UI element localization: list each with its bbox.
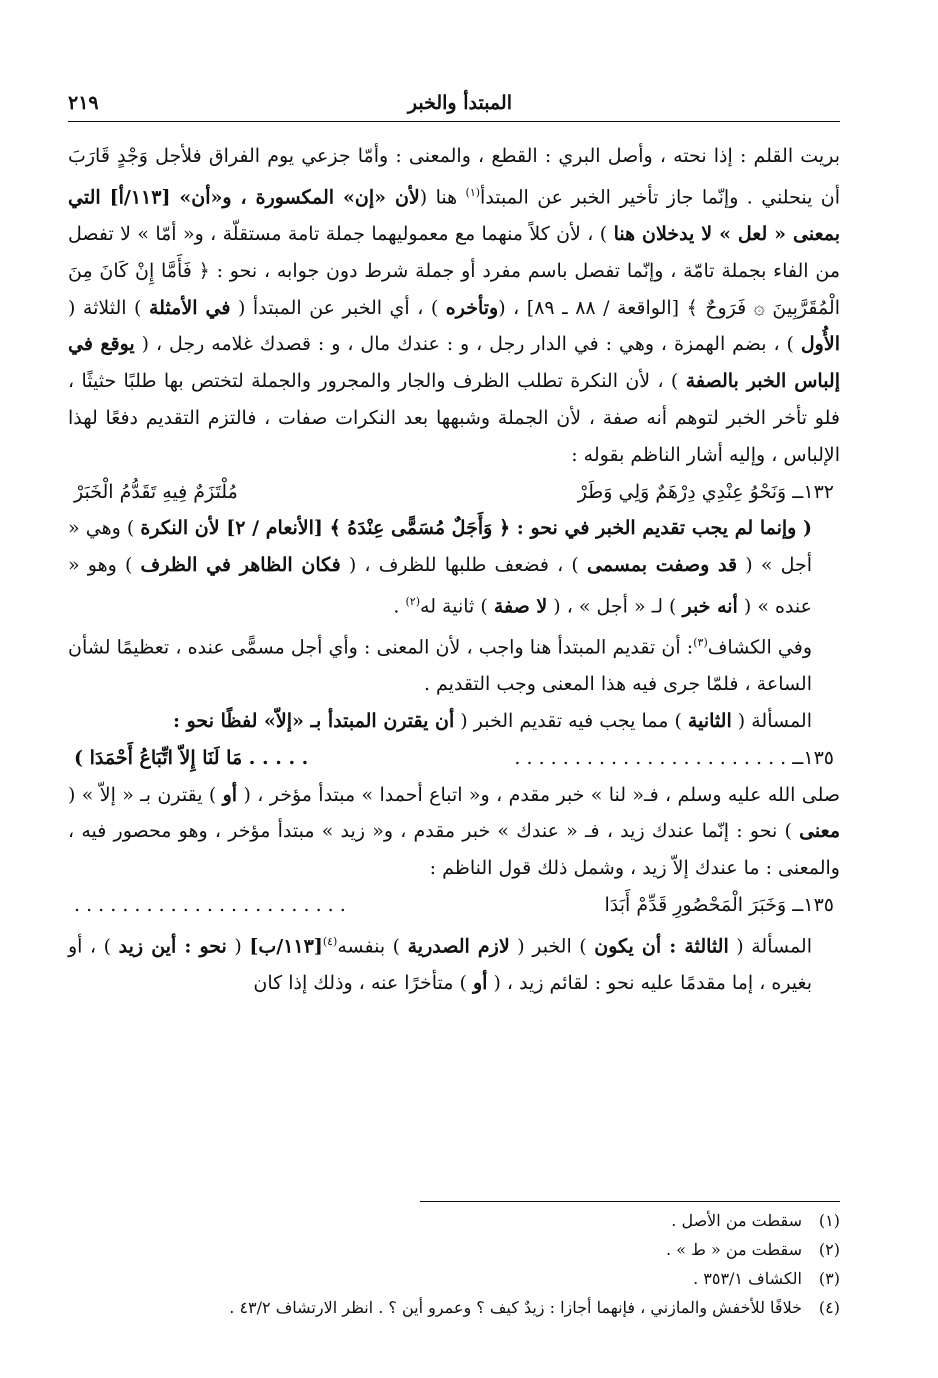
verse-hemistich-left: مُلْتَزَمٌ فِيهِ تَقَدُّمُ الْخَبَرْ (74, 480, 238, 503)
text-run: ) الخبر ( (509, 935, 595, 958)
matn-text: الثانية (687, 709, 732, 732)
matn-text: [١١٣/أ] التي بمعنى « لعل » لا يدخلان هنا (68, 186, 841, 245)
verse-hemistich-right: ١٣٥ــ . . . . . . . . . . . . . . . . . . . . . . . (514, 746, 834, 769)
text-run: ) يقترن بـ « إلاّ » ( (68, 783, 223, 806)
text-run: وفي الكشاف (707, 636, 812, 659)
footnotes (68, 1206, 840, 1322)
page-number: ٢١٩ (68, 92, 99, 114)
text-run: ) ، لأن كلاً منهما مع معموليهما جملة تامة مستقلّة ، و« أمّا » لا تفصل من الفاء بجملة تامّة ، وإنّما تفصل باسم مفرد أو جملة شرط دون جوابه ، نحو : ﴿ فَأَمَّا إِنْ كَانَ مِنَ الْمُقَرَّبِينَ ۞ فَرَوحٌ ﴾ [الواقعة / ٨٨ ـ ٨٩] ، ( (68, 222, 841, 319)
matn-text: الثالثة : أن يكون (594, 935, 729, 958)
verse-hemistich-left: . . . . . مَا لَنَا إِلاّ اتِّبَاعُ أَحْمَدَا ) (74, 746, 309, 769)
footnote-ref: (٣) (693, 636, 708, 650)
verse-132 (68, 474, 840, 511)
footnote-number: (١) (818, 1211, 840, 1230)
footnote-item (68, 1293, 840, 1322)
paragraph-1 (68, 138, 840, 474)
text-run: ) ، فضعف طلبها للظرف ، ( (340, 554, 587, 577)
matn-text: يوقع في إلباس الخبر بالصفة (68, 333, 840, 393)
text-run: ) بنفسه (337, 935, 408, 958)
verse-135a (68, 740, 840, 777)
text-run: : أن تقديم المبتدأ هنا واجب ، لأن المعنى : وأي أجل مسمًّى عنده ، تعظيمًا لشأن الساعة ، فلمّا جرى فيه هذا المعنى وجب التقديم . (68, 636, 812, 696)
matn-text: وتأخره (445, 296, 499, 319)
text-run: بريت القلم : إذا نحته ، وأصل البري : القطع ، والمعنى : وأمّا جزعي يوم الفراق فلأجل وَجْدٍ قَارَبَ أن ينحلني . وإنّما جاز تأخير الخبر عن المبتدأ (68, 145, 840, 209)
matn-text: أنه خبر (682, 595, 738, 618)
running-header (68, 86, 840, 120)
matn-text: أو (472, 971, 488, 994)
text-run: ) الثلاثة ( (68, 296, 149, 319)
verse-135b (68, 887, 840, 924)
footnote-item (68, 1206, 840, 1235)
text-run: صلى الله عليه وسلم ، فـ« لنا » خبر مقدم ، و« اتباع أحمدا » مبتدأ مؤخر ، ( (237, 783, 841, 806)
footnote-number: (٢) (818, 1240, 840, 1259)
text-run: ( (226, 935, 250, 958)
text-run: . (393, 595, 406, 618)
paragraph-4 (68, 703, 840, 740)
text-run: ) وهي « أجل » ( (68, 517, 813, 577)
verse-hemistich-right: ١٣٥ــ وَخَبَرَ الْمَحْصُورِ قَدِّمْ أَبَدَا (604, 893, 834, 916)
footnote-number: (٣) (818, 1269, 840, 1288)
text-run: ) مما يجب فيه تقديم الخبر ( (454, 709, 688, 732)
footnote-item (68, 1235, 840, 1264)
footnote-ref: (٢) (405, 594, 421, 608)
matn-text: الأُول (800, 333, 840, 356)
text-run: ) وهو « عنده » ( (68, 554, 812, 618)
main-text (68, 138, 840, 1002)
manuscript-folio: [١١٣/ب] (249, 935, 323, 958)
paragraph-6 (68, 924, 840, 1002)
text-run: المسألة ( (731, 709, 812, 732)
matn-text: فكان الظاهر في الظرف (140, 554, 341, 577)
footnote-ref: (٤) (322, 934, 338, 948)
text-run: المسألة ( (728, 935, 813, 958)
matn-text: لازم الصدرية (407, 935, 510, 958)
matn-text: نحو : أين زيد (118, 935, 227, 958)
text-run: ) متأخرًا عنه ، وذلك إذا كان (253, 971, 473, 994)
paragraph-3 (68, 625, 840, 703)
text-run: ) ، أي الخبر عن المبتدأ ( (230, 296, 446, 319)
text-run: ) ، بضم الهمزة ، وهي : في الدار رجل ، و : عندك مال ، و : قصدك غلامه رجل ، ( (134, 333, 801, 356)
footnote-ref: (١) (465, 185, 481, 199)
matn-text: أن يقترن المبتدأ بـ «إلاّ» لفظًا نحو : (172, 709, 455, 732)
text-run: ) نحو : إنّما عندك زيد ، فـ « عندك » خبر مقدم ، و« زيد » مبتدأ مؤخر ، وهو محصور فيه ، والمعنى : ما عندك إلاّ زيد ، وشمل ذلك قول الناظم : (68, 820, 840, 880)
footnote-number: (٤) (818, 1298, 840, 1317)
text-run: ) ، لأن النكرة تطلب الظرف والجار والمجرور والجملة لتختص بها طلبًا حثيثًا ، فلو تأخر الخبر لتوهم أنه صفة ، لأن الجملة وشبهها بعد النكرات صفات ، فالتزم التقديم دفعًا لهذا الإلباس ، وإليه أشار الناظم بقوله : (68, 370, 840, 466)
matn-text: معنى (799, 820, 840, 843)
footnote-text: الكشاف ٣٥٣/١ . (693, 1269, 802, 1288)
header-title: المبتدأ والخبر (407, 92, 512, 114)
text-run: ) ثانية له (420, 595, 494, 618)
footnote-text: سقطت من الأصل . (671, 1211, 802, 1230)
matn-text: في الأمثلة (148, 296, 231, 319)
text-run: ) لـ « أجل » ، ( (547, 595, 683, 618)
text-run: ) ، أو بغيره ، إما مقدمًا عليه نحو : لقائم زيد ، ( (68, 935, 812, 994)
matn-text: قد وصفت بمسمى (586, 554, 738, 577)
matn-text: ( وإنما لم يجب تقديم الخبر في نحو : ﴿ وَأَجَلٌ مُسَمًّى عِنْدَهُ ﴾ [الأنعام / ٢] لأن النكرة (140, 517, 812, 540)
footnote-text: خلافًا للأخفش والمازني ، فإنهما أجازا : زيدٌ كيف ؟ وعمرو أين ؟ . انظر الارتشاف ٤٣/٢ . (229, 1298, 802, 1317)
paragraph-2 (68, 510, 840, 625)
footnote-text: سقطت من « ط » . (666, 1240, 802, 1259)
footnote-rule (420, 1201, 840, 1202)
paragraph-5 (68, 777, 840, 887)
text-run: هنا ( (419, 186, 466, 209)
header-rule (68, 121, 840, 122)
matn-text: لأن «إن» المكسورة ، و«أن» (179, 186, 420, 209)
matn-text: أو (222, 783, 238, 806)
matn-text: لا صفة (493, 595, 548, 618)
verse-hemistich-right: ١٣٢ــ وَنَحْوُ عِنْدِي دِرْهَمٌ وَلِي وَطَرْ (577, 480, 834, 503)
verse-hemistich-left: . . . . . . . . . . . . . . . . . . . . . . . (74, 893, 346, 916)
footnote-item (68, 1264, 840, 1293)
